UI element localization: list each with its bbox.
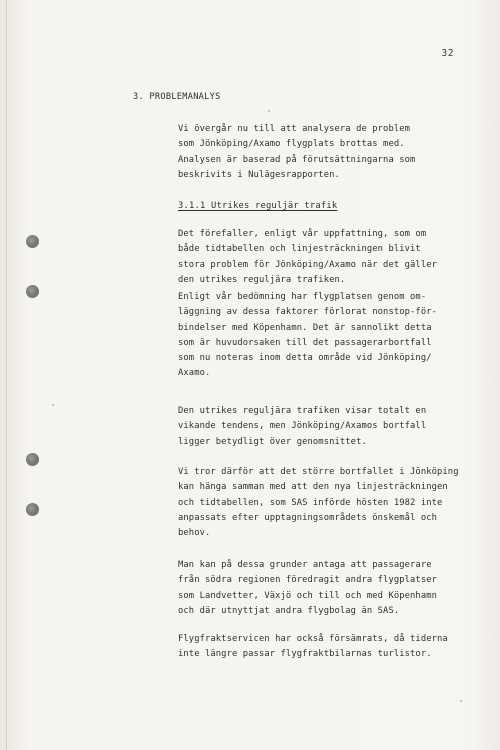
paragraph-intro: Vi övergår nu till att analysera de problem som Jönköping/Axamo flygplats brottas med. Analysen är baserad på förutsättningarna som beskrivits i Nulägesrapporten. [178,124,416,180]
paragraph-timetable: Vi tror därför att det större bortfallet i Jönköping kan hänga samman med att den nya linjesträckningen och tidtabellen, som SAS införde hösten 1982 inte anpassats efter upptagningsområdets önskemål och behov. [178,467,459,539]
paragraph-freight: Flygfraktservicen har också försämrats, då tiderna inte längre passar flygfraktbilarnas turlistor. [178,634,448,660]
page-edge-line [6,0,7,750]
paragraph-trend: Den utrikes reguljära trafiken visar totalt en vikande tendens, men Jönköping/Axamos bortfall ligger betydligt över genomsnittet. [178,406,427,447]
punch-hole [26,453,39,466]
section-heading: 3. PROBLEMANALYS [133,92,221,102]
page-number: 32 [441,48,454,59]
paper-speck [52,404,54,406]
paragraph-assessment: Enligt vår bedömning har flygplatsen genom om- läggning av dessa faktorer förlorat nonstop-för- bindelser med Köpenhamn. Det är sannolikt detta som är huvudorsaken till det passagerarbortfall som nu noteras inom detta område vid Jönköping/ Axamo. [178,292,438,379]
paragraph-passengers: Man kan på dessa grunder antaga att passagerare från södra regionen föredragit andra flygplatser som Landvetter, Växjö och till och med Köpenhamn och där utnyttjat andra flygbolag än SAS. [178,560,438,616]
punch-hole [26,235,39,248]
paper-speck [460,700,462,702]
punch-hole [26,285,39,298]
punch-hole [26,503,39,516]
paper-speck [268,110,270,112]
paragraph-problem: Det förefaller, enligt vår uppfattning, som om både tidtabellen och linjesträckningen blivit stora problem för Jönköping/Axamo när det gäller den utrikes reguljära trafiken. [178,229,438,285]
subsection-heading: 3.1.1 Utrikes reguljär trafik [178,201,338,211]
